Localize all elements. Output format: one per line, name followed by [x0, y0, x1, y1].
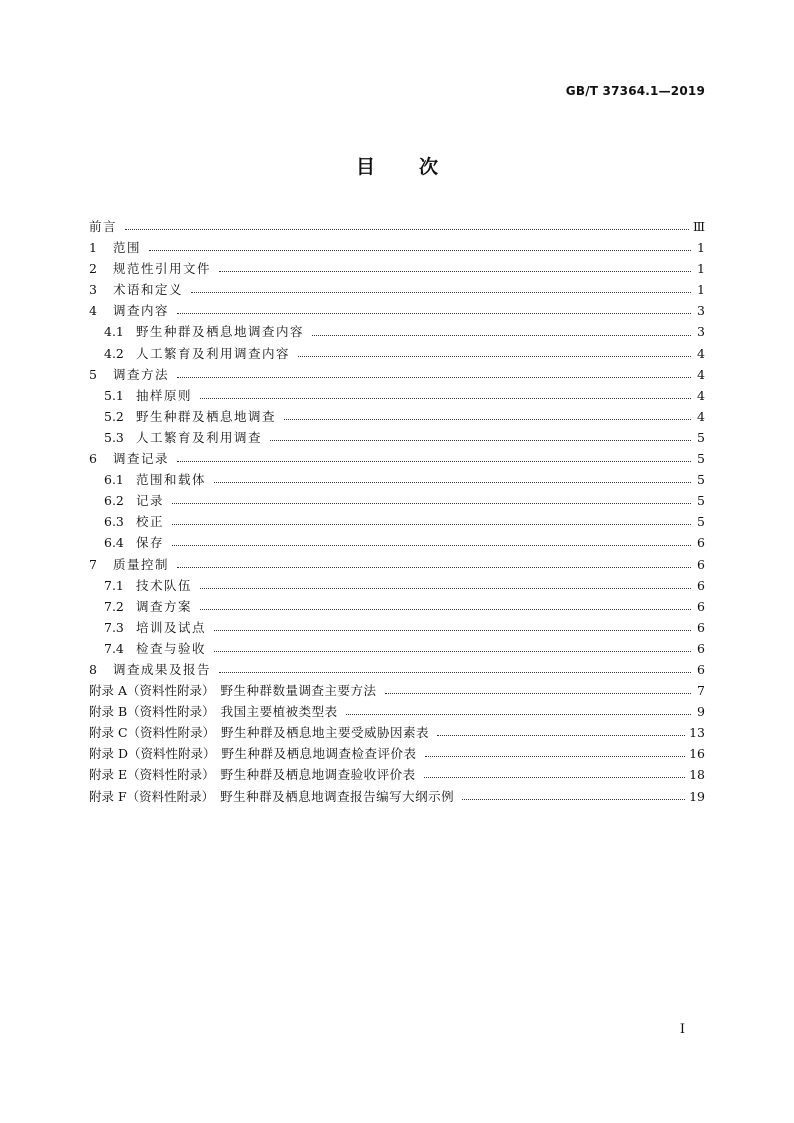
toc-entry-label: 野生种群及栖息地主要受威胁因素表 [221, 725, 430, 741]
toc-entry-number: 4 [89, 303, 97, 319]
toc-entry[interactable] [89, 554, 705, 575]
toc-entry-number: 4.2 [104, 345, 124, 361]
toc-entry-label: 检查与验收 [136, 640, 207, 656]
toc-entry[interactable] [89, 786, 705, 807]
toc-entry-number: 2 [89, 261, 97, 277]
toc-entry-label: 野生种群及栖息地调查验收评价表 [220, 767, 416, 783]
toc-entry-page: 5 [697, 451, 705, 467]
toc-entry-label: 范围 [113, 240, 142, 256]
toc-entry[interactable] [89, 427, 705, 448]
toc-entry[interactable] [89, 321, 705, 342]
toc-entry[interactable] [89, 448, 705, 469]
toc-entry-label: 规范性引用文件 [113, 261, 212, 277]
toc-entry[interactable] [89, 406, 705, 427]
toc-entry[interactable] [89, 279, 705, 300]
toc-entry[interactable] [89, 638, 705, 659]
toc-leader-dots [385, 693, 691, 694]
toc-entry-page: 1 [697, 282, 705, 298]
toc-entry-page: 5 [697, 493, 705, 509]
toc-entry-label: 我国主要植被类型表 [220, 704, 338, 720]
toc-entry[interactable] [89, 575, 705, 596]
table-of-contents [89, 216, 705, 807]
toc-entry-number: 5.3 [104, 429, 124, 445]
toc-entry[interactable] [89, 680, 705, 701]
toc-entry-page: 9 [697, 704, 705, 720]
toc-leader-dots [219, 672, 691, 673]
toc-leader-dots [149, 250, 691, 251]
page-number: I [679, 1022, 685, 1037]
toc-entry-number: 6.2 [104, 493, 124, 509]
toc-entry-page: Ⅲ [692, 219, 705, 234]
toc-entry-page: 6 [697, 619, 705, 635]
toc-entry-number: 7.1 [104, 577, 124, 593]
toc-entry-label: 野生种群及栖息地调查 [136, 408, 277, 424]
toc-entry-page: 4 [697, 387, 705, 403]
toc-leader-dots [177, 567, 691, 568]
toc-leader-dots [177, 461, 691, 462]
toc-leader-dots [200, 609, 691, 610]
toc-leader-dots [284, 419, 691, 420]
standard-code: GB/T 37364.1—2019 [565, 84, 705, 98]
toc-entry[interactable] [89, 617, 705, 638]
toc-entry[interactable] [89, 237, 705, 258]
toc-entry-label: 野生种群及栖息地调查检查评价表 [221, 746, 417, 762]
toc-entry-number: 附录 E（资料性附录） [89, 767, 215, 783]
toc-entry-number: 附录 C（资料性附录） [89, 725, 216, 741]
toc-entry-page: 5 [697, 514, 705, 530]
toc-entry-page: 4 [697, 408, 705, 424]
toc-entry-page: 6 [697, 556, 705, 572]
toc-entry-number: 4.1 [104, 324, 124, 340]
toc-entry[interactable] [89, 216, 705, 237]
toc-entry-page: 3 [697, 303, 705, 319]
toc-entry-number: 附录 F（资料性附录） [89, 788, 215, 804]
toc-leader-dots [424, 777, 685, 778]
toc-entry-label: 术语和定义 [113, 282, 184, 298]
toc-entry-page: 3 [697, 324, 705, 340]
toc-entry-label: 野生种群及栖息地调查报告编写大纲示例 [220, 788, 455, 804]
toc-leader-dots [214, 651, 691, 652]
toc-entry-number: 6.1 [104, 472, 124, 488]
toc-entry-number: 6.4 [104, 535, 124, 551]
toc-leader-dots [172, 524, 691, 525]
toc-entry-label: 技术队伍 [136, 577, 193, 593]
toc-entry-page: 5 [697, 429, 705, 445]
toc-entry-page: 1 [697, 240, 705, 256]
toc-entry-page: 19 [689, 788, 705, 804]
toc-entry-page: 13 [689, 725, 705, 741]
toc-entry-number: 5.2 [104, 408, 124, 424]
toc-leader-dots [219, 271, 691, 272]
toc-entry-number: 5.1 [104, 387, 124, 403]
toc-entry-page: 6 [697, 661, 705, 677]
toc-entry-label: 抽样原则 [136, 387, 193, 403]
toc-leader-dots [437, 735, 685, 736]
toc-entry-page: 5 [697, 472, 705, 488]
toc-entry-number: 5 [89, 366, 97, 382]
toc-entry-label: 范围和载体 [136, 472, 207, 488]
toc-leader-dots [172, 503, 691, 504]
toc-entry-number: 1 [89, 240, 97, 256]
toc-entry[interactable] [89, 343, 705, 364]
toc-entry[interactable] [89, 385, 705, 406]
toc-entry-label: 记录 [136, 493, 165, 509]
toc-leader-dots [214, 482, 691, 483]
toc-entry-number: 7.4 [104, 640, 124, 656]
toc-entry-page: 6 [697, 577, 705, 593]
toc-leader-dots [172, 545, 691, 546]
toc-entry-label: 保存 [136, 535, 165, 551]
toc-entry[interactable] [89, 511, 705, 532]
toc-leader-dots [425, 756, 686, 757]
toc-entry-number: 7.3 [104, 619, 124, 635]
toc-leader-dots [177, 313, 691, 314]
toc-entry-label: 野生种群及栖息地调查内容 [136, 324, 305, 340]
toc-entry[interactable] [89, 659, 705, 680]
toc-entry[interactable] [89, 532, 705, 553]
toc-entry-label: 调查方法 [113, 366, 170, 382]
toc-entry-number: 附录 B（资料性附录） [89, 704, 215, 720]
toc-entry[interactable] [89, 469, 705, 490]
toc-entry-label: 调查内容 [113, 303, 170, 319]
toc-leader-dots [312, 335, 691, 336]
toc-leader-dots [346, 714, 691, 715]
toc-leader-dots [200, 398, 691, 399]
toc-entry[interactable] [89, 490, 705, 511]
toc-entry-label: 质量控制 [113, 556, 170, 572]
toc-entry-number: 6 [89, 451, 97, 467]
toc-leader-dots [214, 630, 691, 631]
toc-entry-number: 7.2 [104, 598, 124, 614]
toc-entry[interactable] [89, 596, 705, 617]
toc-entry-page: 7 [697, 683, 705, 699]
toc-entry-number: 8 [89, 661, 97, 677]
toc-entry[interactable] [89, 722, 705, 743]
toc-entry-label: 人工繁育及利用调查内容 [136, 345, 291, 361]
toc-entry-page: 16 [689, 746, 705, 762]
page-title: 目次 [355, 156, 482, 178]
toc-leader-dots [177, 377, 691, 378]
toc-entry[interactable] [89, 764, 705, 785]
toc-entry-page: 4 [697, 345, 705, 361]
toc-entry-page: 6 [697, 598, 705, 614]
toc-entry-page: 6 [697, 640, 705, 656]
toc-entry-label: 野生种群数量调查主要方法 [220, 683, 377, 699]
toc-entry-number: 附录 A（资料性附录） [89, 683, 215, 699]
toc-entry-label: 前言 [89, 219, 118, 234]
toc-entry[interactable] [89, 701, 705, 722]
toc-entry-number: 7 [89, 556, 97, 572]
toc-entry-page: 1 [697, 261, 705, 277]
toc-leader-dots [462, 799, 685, 800]
toc-entry-page: 4 [697, 366, 705, 382]
toc-leader-dots [191, 292, 691, 293]
toc-leader-dots [125, 229, 689, 230]
toc-entry-page: 18 [689, 767, 705, 783]
toc-entry[interactable] [89, 300, 705, 321]
toc-entry-number: 3 [89, 282, 97, 298]
toc-entry[interactable] [89, 258, 705, 279]
toc-leader-dots [270, 440, 691, 441]
toc-entry-label: 调查方案 [136, 598, 193, 614]
toc-entry[interactable] [89, 743, 705, 764]
toc-leader-dots [200, 588, 691, 589]
toc-entry-label: 调查记录 [113, 451, 170, 467]
toc-entry-label: 校正 [136, 514, 165, 530]
toc-entry-label: 调查成果及报告 [113, 661, 212, 677]
toc-entry-number: 6.3 [104, 514, 124, 530]
toc-entry-page: 6 [697, 535, 705, 551]
toc-entry[interactable] [89, 364, 705, 385]
toc-entry-number: 附录 D（资料性附录） [89, 746, 216, 762]
toc-entry-label: 人工繁育及利用调查 [136, 429, 263, 445]
toc-leader-dots [298, 356, 691, 357]
toc-entry-label: 培训及试点 [136, 619, 207, 635]
